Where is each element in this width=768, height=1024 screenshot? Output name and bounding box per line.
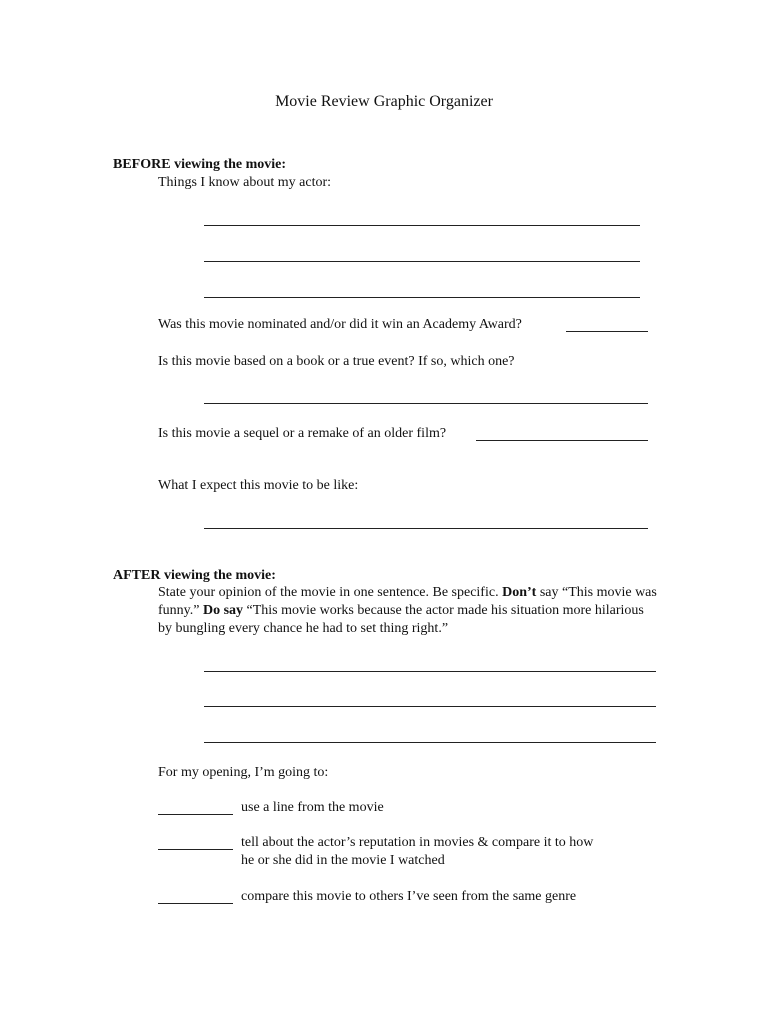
actor-answer-line-3[interactable] — [204, 297, 640, 298]
academy-answer-line[interactable] — [566, 331, 648, 332]
option-line-from-movie: use a line from the movie — [241, 800, 384, 815]
option-actor-reputation-cont: he or she did in the movie I watched — [241, 853, 445, 868]
actor-answer-line-2[interactable] — [204, 261, 640, 262]
opening-prompt: For my opening, I’m going to: — [158, 765, 329, 780]
sequel-question: Is this movie a sequel or a remake of an older film? — [158, 426, 447, 441]
sequel-answer-line[interactable] — [476, 440, 648, 441]
book-answer-line[interactable] — [204, 403, 648, 404]
expect-answer-line[interactable] — [204, 528, 648, 529]
academy-question: Was this movie nominated and/or did it win an Academy Award? — [158, 317, 522, 332]
option-check-line-3[interactable] — [158, 903, 233, 904]
option-check-line-1[interactable] — [158, 814, 233, 815]
actor-prompt: Things I know about my actor: — [158, 175, 332, 190]
opinion-answer-line-2[interactable] — [204, 706, 656, 707]
opinion-answer-line-1[interactable] — [204, 671, 656, 672]
dont-emphasis: Don’t — [502, 585, 537, 600]
expect-question: What I expect this movie to be like: — [158, 478, 359, 493]
after-heading: AFTER viewing the movie: — [113, 568, 276, 583]
do-say-emphasis: Do say — [202, 603, 244, 618]
before-heading: BEFORE viewing the movie: — [113, 157, 287, 172]
page-title: Movie Review Graphic Organizer — [275, 93, 493, 110]
opinion-instructions: State your opinion of the movie in one sentence. Be specific. Don’t say “This movie was funny.” Do say “This movie works because the actor made his situation more hilarious by bungling every chance he had to set thing right.” — [158, 585, 657, 636]
book-question: Is this movie based on a book or a true event? If so, which one? — [158, 354, 515, 369]
option-check-line-2[interactable] — [158, 849, 233, 850]
actor-answer-line-1[interactable] — [204, 225, 640, 226]
option-compare-genre: compare this movie to others I’ve seen from the same genre — [241, 889, 577, 904]
option-actor-reputation: tell about the actor’s reputation in movies & compare it to how — [241, 835, 594, 850]
opinion-answer-line-3[interactable] — [204, 742, 656, 743]
